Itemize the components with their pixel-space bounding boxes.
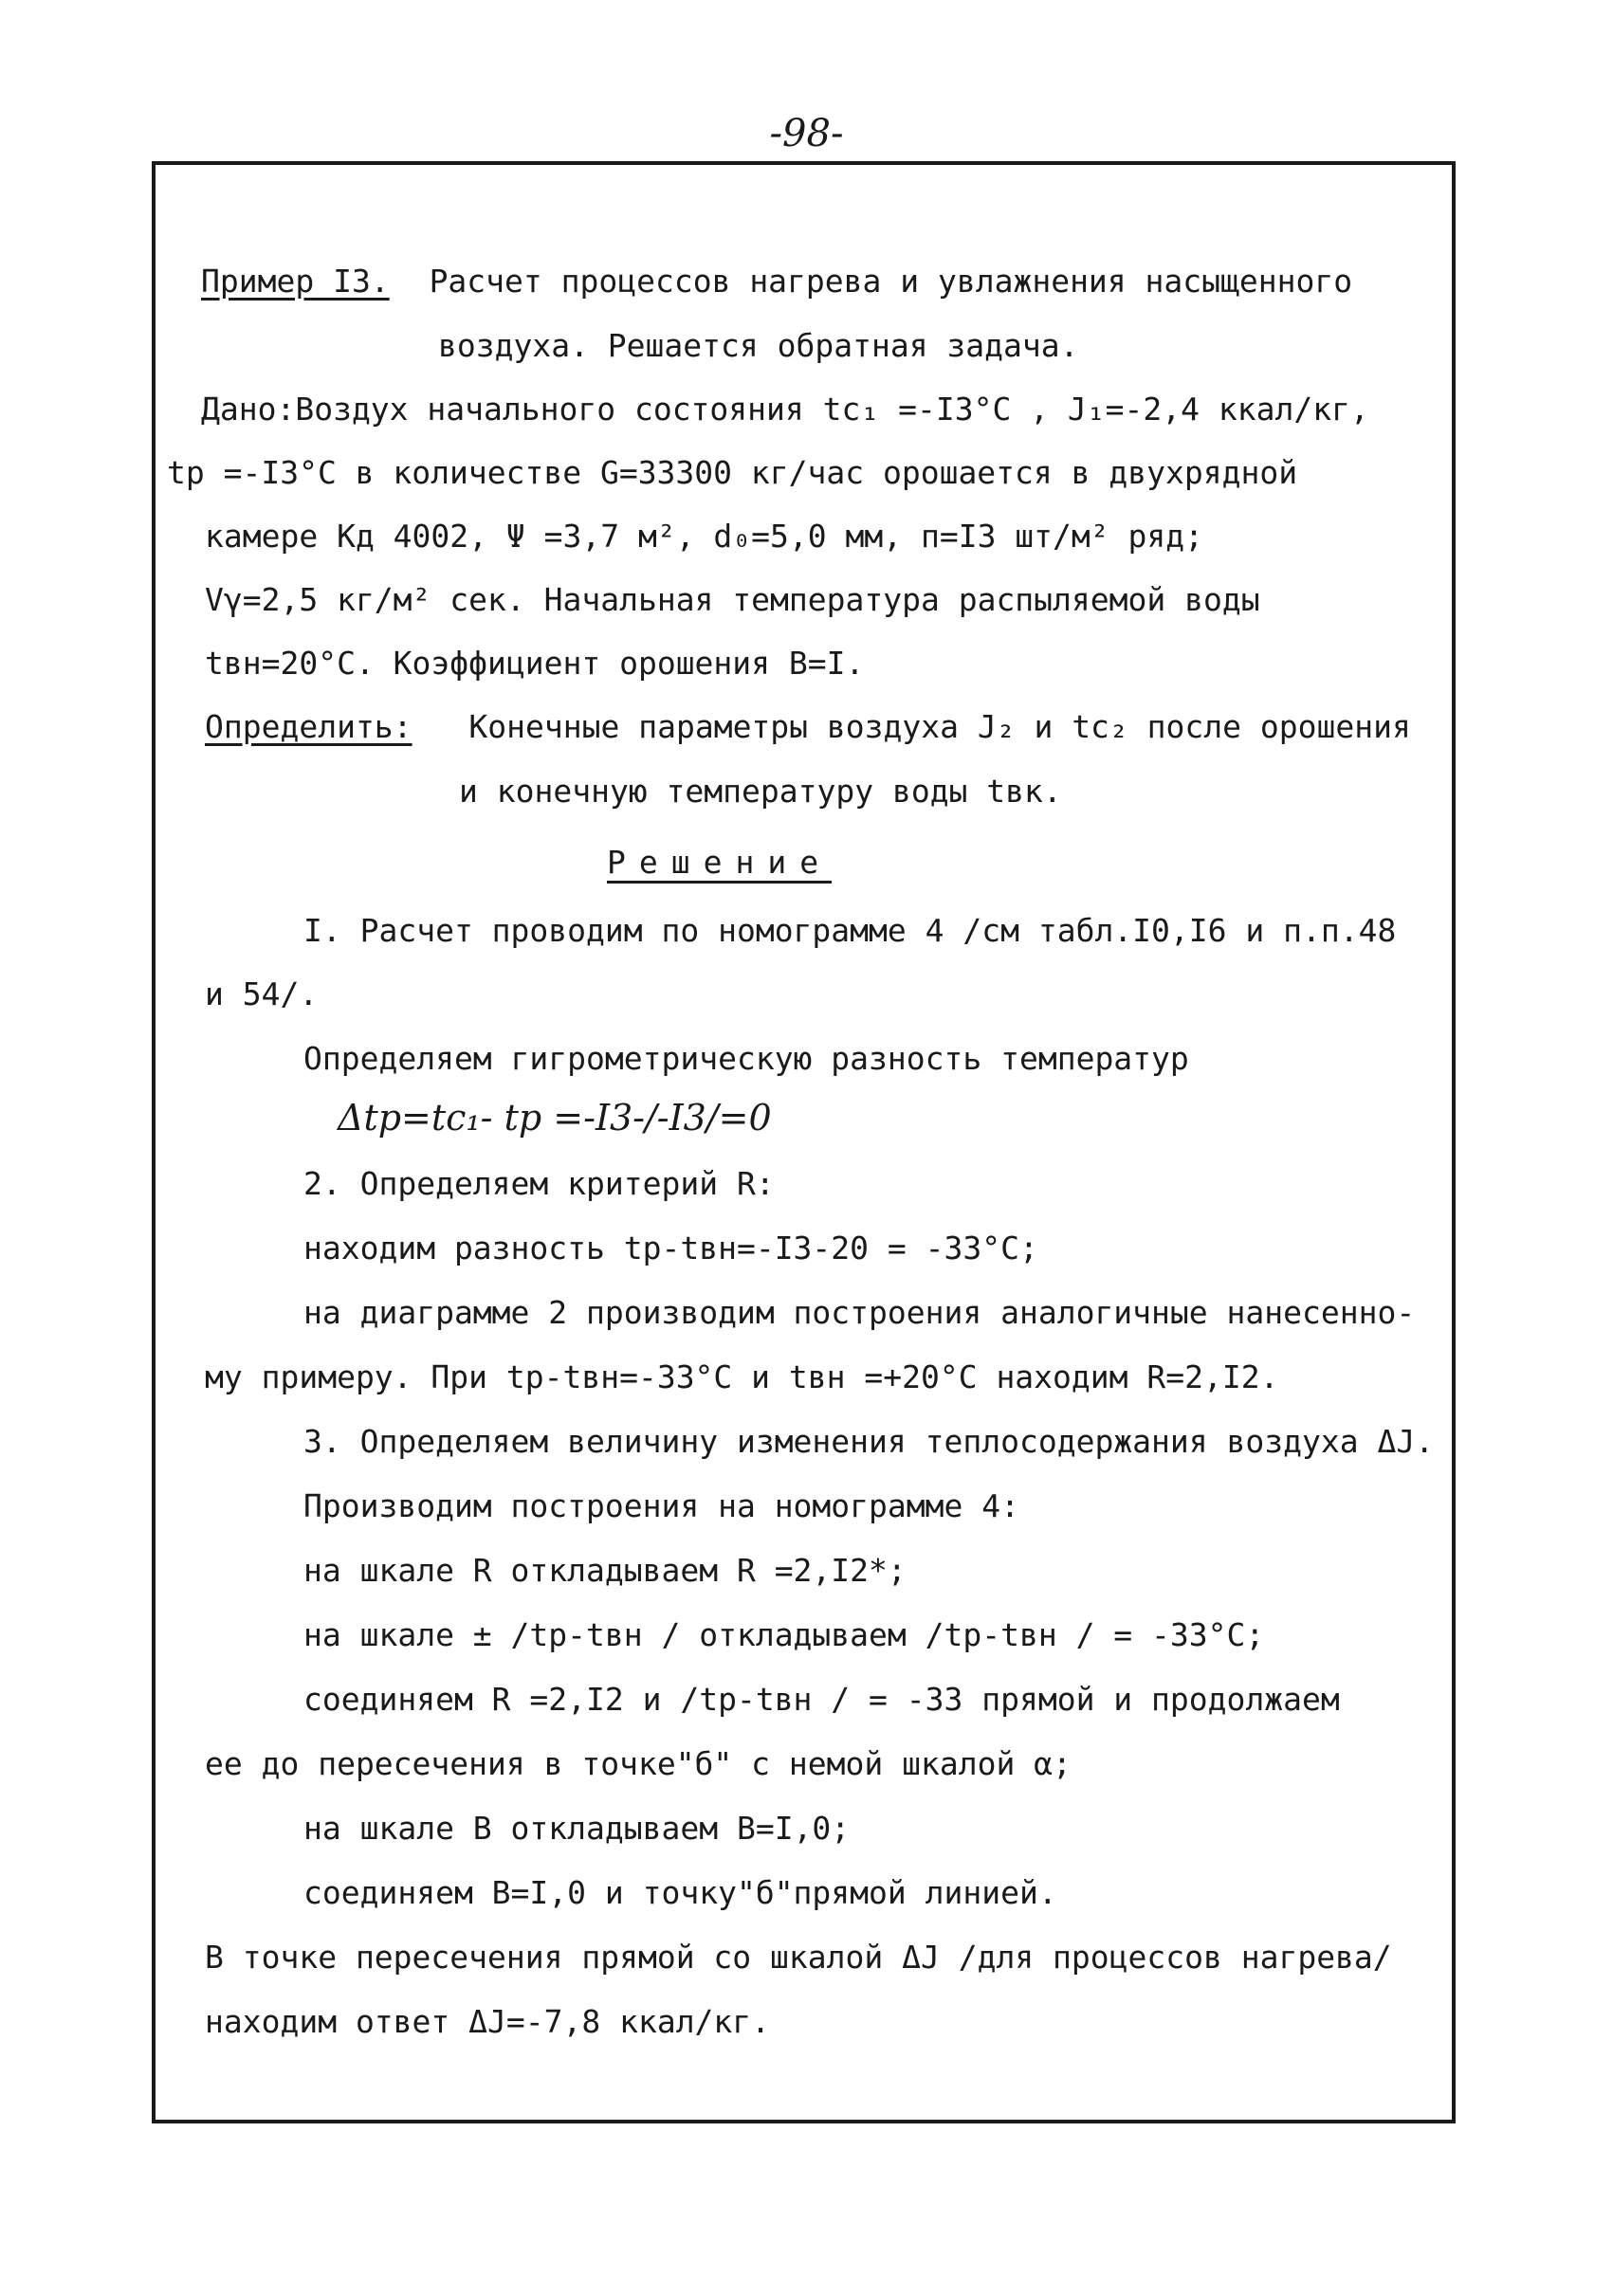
answer-line: находим ответ ΔJ=-7,8 ккал/кг. — [205, 2003, 771, 2040]
given-line-4: Vγ=2,5 кг/м² сек. Начальная температура распыляемой воды — [205, 581, 1260, 618]
solution-line: на шкале В откладываем В=I,0; — [303, 1810, 851, 1847]
determine-block — [205, 708, 1411, 745]
solution-line: и 54/. — [205, 975, 319, 1012]
solution-line: Производим построения на номограмме 4: — [303, 1487, 1019, 1524]
example-title-line2: воздуха. Решается обратная задача. — [438, 327, 1079, 364]
determine-line1: Конечные параметры воздуха J₂ и tс₂ после орошения — [468, 708, 1411, 745]
determine-label: Определить: — [205, 708, 412, 745]
solution-line: находим разность tр-tвн=-I3-20 = -33°С; — [303, 1230, 1038, 1266]
example-label: Пример I3. — [201, 263, 390, 300]
page-number: -98- — [769, 112, 844, 155]
solution-line: му примеру. При tр-tвн=-33°С и tвн =+20°С находим R=2,I2. — [205, 1358, 1279, 1395]
solution-line: В точке пересечения прямой со шкалой ΔJ /для процессов нагрева/ — [205, 1939, 1392, 1976]
example-title — [201, 263, 1353, 300]
given-line-2: tр =-I3°С в количестве G=33300 кг/час орошается в двухрядной — [167, 454, 1298, 491]
solution-line: I. Расчет проводим по номограмме 4 /см табл.I0,I6 и п.п.48 — [303, 912, 1397, 949]
solution-line: на диаграмме 2 производим построения аналогичные нанесенно- — [303, 1294, 1416, 1331]
given-line-3: камере Кд 4002, Ψ =3,7 м², d₀=5,0 мм, п=I3 шт/м² ряд; — [205, 518, 1203, 555]
formula-delta-tp: Δtр=tс₁- tр =-I3-/-I3/=0 — [338, 1097, 772, 1139]
solution-line: соединяем R =2,I2 и /tр-tвн / = -33 прямой и продолжаем — [303, 1681, 1340, 1718]
solution-line: 3. Определяем величину изменения теплосодержания воздуха ΔJ. — [303, 1423, 1435, 1460]
given-line-5: tвн=20°С. Коэффициент орошения В=I. — [205, 645, 865, 682]
solution-line: 2. Определяем критерий R: — [303, 1165, 775, 1202]
solution-line: на шкале R откладываем R =2,I2*; — [303, 1552, 907, 1589]
solution-line: ее до пересечения в точке"б" с немой шкалой α; — [205, 1745, 1072, 1782]
solution-line: Определяем гигрометрическую разность температур — [303, 1040, 1189, 1077]
given-line-1: Дано:Воздух начального состояния tс₁ =-I3°С , J₁=-2,4 ккал/кг, — [201, 391, 1369, 428]
solution-heading: Решение — [607, 844, 833, 881]
solution-line: на шкале ± /tр-tвн / откладываем /tр-tвн / = -33°С; — [303, 1616, 1265, 1653]
solution-line: соединяем В=I,0 и точку"б"прямой линией. — [303, 1874, 1057, 1911]
example-title-line1: Расчет процессов нагрева и увлажнения насыщенного — [429, 263, 1353, 300]
determine-line2: и конечную температуру воды tвк. — [459, 773, 1062, 810]
